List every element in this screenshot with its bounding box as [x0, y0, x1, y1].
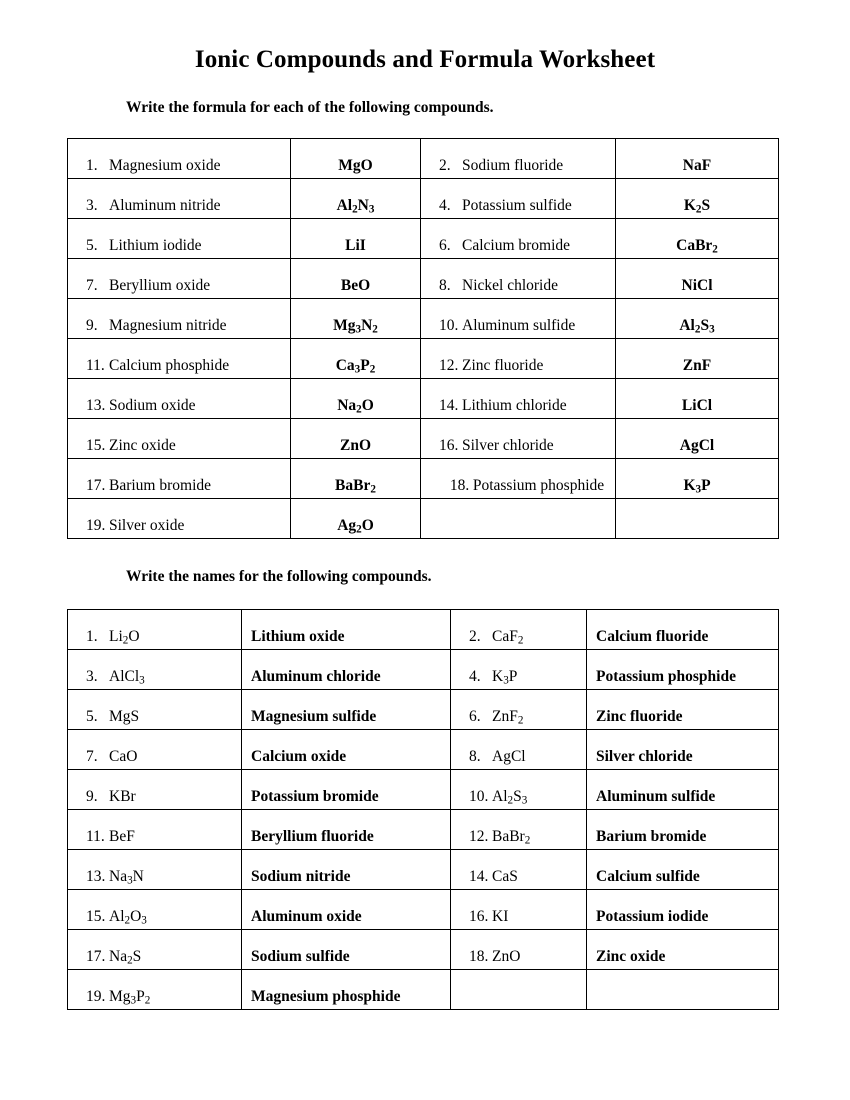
formula-answer-cell[interactable]	[291, 179, 421, 219]
compound-name-answer-cell[interactable]	[242, 770, 451, 810]
compound-name-answer-cell[interactable]	[242, 970, 451, 1010]
formula-answer-cell[interactable]	[616, 179, 779, 219]
formula-answer: ZnF	[682, 356, 712, 374]
formula-prompt	[68, 948, 241, 966]
compound-name-prompt-cell	[421, 379, 616, 419]
formula-text: $Al_2S_3$	[492, 787, 528, 807]
page-title: Ionic Compounds and Formula Worksheet	[194, 46, 656, 73]
formula-prompt-cell	[68, 810, 242, 850]
compound-name-prompt-cell	[421, 459, 616, 499]
compound-name-answer: Potassium iodide	[596, 907, 709, 925]
compound-name-answer: Aluminum sulfide	[596, 787, 716, 805]
formula-prompt	[68, 748, 241, 766]
table-row	[68, 179, 779, 219]
formula-text: KBr	[109, 787, 136, 805]
formula-answer-cell[interactable]	[291, 139, 421, 179]
formula-text: MgS	[109, 707, 140, 725]
item-number: 5.	[86, 707, 98, 725]
compound-name-answer-cell[interactable]	[242, 930, 451, 970]
formula-answer-cell[interactable]	[616, 459, 779, 499]
compound-name-answer: Zinc fluoride	[596, 707, 683, 725]
formula-prompt	[68, 788, 241, 806]
compound-name-prompt-cell	[68, 379, 291, 419]
table-row	[68, 339, 779, 379]
compound-name-prompt-cell	[421, 339, 616, 379]
formula-prompt	[451, 628, 586, 646]
compound-name-prompt-cell	[68, 499, 291, 539]
formula-answer: NiCl	[681, 276, 713, 294]
item-number: 13.	[86, 867, 106, 885]
compound-name-prompt: 1. Magnesium oxide	[86, 156, 221, 174]
formula-prompt	[68, 708, 241, 726]
formula-answer-cell[interactable]	[291, 339, 421, 379]
compound-name-answer-cell[interactable]	[587, 850, 779, 890]
item-number: 16.	[469, 907, 489, 925]
item-number: 9.	[86, 316, 98, 334]
compound-name-prompt: 5. Lithium iodide	[86, 236, 202, 254]
formula-prompt	[68, 908, 241, 926]
item-number: 14.	[439, 396, 459, 414]
formula-answer-cell[interactable]	[291, 299, 421, 339]
compound-name-prompt-cell	[421, 179, 616, 219]
formula-prompt	[451, 668, 586, 686]
formula-prompt-cell	[451, 770, 587, 810]
item-number: 3.	[86, 196, 98, 214]
formula-prompt-cell	[68, 970, 242, 1010]
formula-answer-cell[interactable]	[616, 339, 779, 379]
names-table	[67, 609, 779, 1010]
compound-name-answer: Beryllium fluoride	[251, 827, 374, 845]
item-number: 1.	[86, 627, 98, 645]
table-row	[68, 419, 779, 459]
formula-answer-cell[interactable]	[616, 259, 779, 299]
compound-name-prompt: 9. Magnesium nitride	[86, 316, 227, 334]
table-row	[68, 219, 779, 259]
compound-name-answer: Barium bromide	[596, 827, 707, 845]
empty-cell	[451, 970, 587, 1010]
compound-name-prompt: 7. Beryllium oxide	[86, 276, 211, 294]
formula-prompt-cell	[68, 610, 242, 650]
formula-answer-cell[interactable]	[616, 419, 779, 459]
formula-prompt	[451, 908, 586, 926]
item-number: 7.	[86, 747, 98, 765]
empty-cell	[587, 970, 779, 1010]
formula-answer: $Al_2N_3$	[336, 196, 375, 216]
item-number: 7.	[86, 276, 98, 294]
compound-name-answer: Potassium bromide	[251, 787, 379, 805]
compound-name-prompt: 3. Aluminum nitride	[86, 196, 221, 214]
item-number: 1.	[86, 156, 98, 174]
item-number: 8.	[439, 276, 451, 294]
table-row	[68, 690, 779, 730]
item-number: 11.	[86, 356, 105, 374]
item-number: 17.	[86, 947, 106, 965]
formula-answer-cell[interactable]	[616, 219, 779, 259]
compound-name-prompt-cell	[421, 219, 616, 259]
formula-prompt	[451, 748, 586, 766]
table-row	[68, 610, 779, 650]
item-number: 14.	[469, 867, 489, 885]
formula-prompt	[68, 868, 241, 886]
item-number: 13.	[86, 396, 106, 414]
formula-prompt-cell	[451, 890, 587, 930]
formula-prompt-cell	[68, 770, 242, 810]
item-number: 2.	[439, 156, 451, 174]
formula-answer: BaBr$_2$	[335, 476, 376, 496]
formula-answer-cell[interactable]	[291, 459, 421, 499]
item-number: 18.	[469, 947, 489, 965]
formula-prompt-cell	[68, 650, 242, 690]
item-number: 12.	[469, 827, 489, 845]
compound-name-answer: Calcium oxide	[251, 747, 347, 765]
item-number: 5.	[86, 236, 98, 254]
item-number: 4.	[439, 196, 451, 214]
compound-name-answer-cell[interactable]	[242, 890, 451, 930]
formula-prompt-cell	[68, 930, 242, 970]
compound-name-answer-cell[interactable]	[587, 730, 779, 770]
formula-prompt-cell	[68, 690, 242, 730]
formula-answer-cell[interactable]	[616, 379, 779, 419]
compound-name-prompt: 11. Calcium phosphide	[86, 356, 230, 374]
formula-text: $Na_3N$	[109, 867, 144, 887]
item-number: 18.	[449, 476, 470, 494]
formula-answer: $Ca_3P_2$	[335, 356, 376, 376]
formula-text: ZnO	[492, 947, 521, 965]
formula-prompt-cell	[451, 930, 587, 970]
table-row	[68, 299, 779, 339]
formula-text: ZnF$_2$	[492, 707, 524, 727]
compound-name-prompt: 17. Barium bromide	[86, 476, 212, 494]
formula-prompt	[68, 628, 241, 646]
names-table-body	[68, 610, 779, 1010]
item-number: 15.	[86, 907, 106, 925]
formula-answer: $Mg_3N_2$	[333, 316, 378, 336]
item-number: 2.	[469, 627, 481, 645]
formula-text: AgCl	[492, 747, 526, 765]
compound-name-prompt: 15. Zinc oxide	[86, 436, 176, 454]
formula-prompt-cell	[451, 690, 587, 730]
formula-prompt-cell	[451, 810, 587, 850]
formula-answer: $Al_2S_3$	[679, 316, 715, 336]
compound-name-answer-cell[interactable]	[242, 850, 451, 890]
formula-text: AlCl$_3$	[109, 667, 145, 687]
item-number: 10.	[439, 316, 459, 334]
formula-answer: $Na_2O$	[337, 396, 374, 416]
compound-name-answer-cell[interactable]	[242, 650, 451, 690]
formula-text: $K_3P$	[492, 667, 518, 687]
compound-name-prompt-cell	[421, 139, 616, 179]
compound-name-answer: Silver chloride	[596, 747, 693, 765]
compound-name-prompt: 12. Zinc fluoride	[439, 356, 544, 374]
formula-answer-cell[interactable]	[291, 419, 421, 459]
table-row	[68, 970, 779, 1010]
formula-prompt	[68, 828, 241, 846]
formula-answer: $K_2S$	[683, 196, 711, 216]
compound-name-prompt-cell	[421, 259, 616, 299]
compound-name-answer-cell[interactable]	[587, 690, 779, 730]
formula-prompt-cell	[451, 610, 587, 650]
compound-name-answer: Sodium sulfide	[251, 947, 350, 965]
formula-prompt-cell	[451, 650, 587, 690]
compound-name-answer: Zinc oxide	[596, 947, 666, 965]
formula-prompt	[451, 948, 586, 966]
formula-text: CaO	[109, 747, 138, 765]
item-number: 16.	[439, 436, 459, 454]
table-row	[68, 770, 779, 810]
formula-text: $Al_2O_3$	[109, 907, 147, 927]
formulas-table	[67, 138, 779, 539]
formula-answer-cell[interactable]	[291, 259, 421, 299]
formula-answer: $Ag_2O$	[337, 516, 374, 536]
compound-name-prompt: 8. Nickel chloride	[439, 276, 558, 294]
compound-name-prompt-cell	[68, 419, 291, 459]
formula-prompt-cell	[68, 850, 242, 890]
empty-cell	[616, 499, 779, 539]
compound-name-answer: Aluminum oxide	[251, 907, 362, 925]
compound-name-prompt: 16. Silver chloride	[439, 436, 554, 454]
compound-name-prompt: 4. Potassium sulfide	[439, 196, 572, 214]
table-row	[68, 730, 779, 770]
compound-name-answer-cell[interactable]	[587, 610, 779, 650]
compound-name-prompt: 2. Sodium fluoride	[439, 156, 564, 174]
formula-answer-cell[interactable]	[291, 219, 421, 259]
table-row	[68, 139, 779, 179]
table-row	[68, 930, 779, 970]
table-row	[68, 459, 779, 499]
item-number: 6.	[439, 236, 451, 254]
empty-cell	[421, 499, 616, 539]
table-row	[68, 259, 779, 299]
compound-name-prompt: 14. Lithium chloride	[439, 396, 567, 414]
formula-text: KI	[492, 907, 509, 925]
item-number: 10.	[469, 787, 489, 805]
compound-name-prompt-cell	[421, 299, 616, 339]
compound-name-answer-cell[interactable]	[242, 690, 451, 730]
table-row	[68, 850, 779, 890]
formula-text: $Li_2O$	[109, 627, 140, 647]
compound-name-answer-cell[interactable]	[587, 650, 779, 690]
section-heading-formulas: Write the formula for each of the following compounds.	[126, 99, 494, 116]
item-number: 17.	[86, 476, 106, 494]
item-number: 15.	[86, 436, 106, 454]
section-heading-names: Write the names for the following compounds.	[126, 568, 432, 585]
table-row	[68, 379, 779, 419]
formula-prompt	[451, 708, 586, 726]
compound-name-prompt-cell	[68, 139, 291, 179]
compound-name-answer-cell[interactable]	[242, 610, 451, 650]
compound-name-answer: Calcium sulfide	[596, 867, 700, 885]
compound-name-answer: Sodium nitride	[251, 867, 351, 885]
item-number: 9.	[86, 787, 98, 805]
formula-prompt	[451, 868, 586, 886]
compound-name-prompt: 10. Aluminum sulfide	[439, 316, 576, 334]
formula-answer: LiCl	[681, 396, 713, 414]
compound-name-answer: Magnesium sulfide	[251, 707, 377, 725]
compound-name-answer-cell[interactable]	[587, 890, 779, 930]
formula-answer: CaBr$_2$	[676, 236, 718, 256]
formula-prompt-cell	[68, 730, 242, 770]
formula-answer-cell[interactable]	[616, 139, 779, 179]
table-row	[68, 650, 779, 690]
compound-name-answer: Magnesium phosphide	[251, 987, 401, 1005]
compound-name-prompt-cell	[68, 339, 291, 379]
formula-prompt	[451, 828, 586, 846]
item-number: 3.	[86, 667, 98, 685]
compound-name-answer: Calcium fluoride	[596, 627, 709, 645]
table-row	[68, 810, 779, 850]
formula-text: CaS	[492, 867, 518, 885]
compound-name-answer-cell[interactable]	[587, 930, 779, 970]
compound-name-answer: Aluminum chloride	[251, 667, 381, 685]
compound-name-prompt-cell	[68, 179, 291, 219]
compound-name-prompt-cell	[68, 299, 291, 339]
item-number: 8.	[469, 747, 481, 765]
compound-name-prompt-cell	[421, 419, 616, 459]
formula-prompt-cell	[451, 730, 587, 770]
compound-name-prompt: 6. Calcium bromide	[439, 236, 571, 254]
compound-name-prompt: 13. Sodium oxide	[86, 396, 196, 414]
formula-text: $Mg_3P_2$	[109, 987, 151, 1007]
formula-prompt	[451, 788, 586, 806]
formula-answer: ZnO	[339, 436, 371, 454]
formula-prompt-cell	[68, 890, 242, 930]
compound-name-prompt: 18. Potassium phosphide	[449, 476, 605, 494]
formula-text: BeF	[109, 827, 135, 845]
item-number: 19.	[86, 987, 106, 1005]
formula-answer: MgO	[338, 156, 373, 174]
compound-name-answer: Lithium oxide	[251, 627, 345, 645]
item-number: 12.	[439, 356, 459, 374]
formula-text: BaBr$_2$	[492, 827, 531, 847]
formulas-table-body	[68, 139, 779, 539]
formula-answer: LiI	[345, 236, 366, 254]
compound-name-answer-cell[interactable]	[242, 810, 451, 850]
formula-prompt	[68, 988, 241, 1006]
compound-name-answer-cell[interactable]	[242, 730, 451, 770]
compound-name-answer-cell[interactable]	[587, 770, 779, 810]
compound-name-prompt-cell	[68, 459, 291, 499]
formula-text: $Na_2S$	[109, 947, 142, 967]
formula-answer: NaF	[682, 156, 712, 174]
formula-answer-cell[interactable]	[291, 499, 421, 539]
compound-name-answer-cell[interactable]	[587, 810, 779, 850]
item-number: 19.	[86, 516, 106, 534]
formula-prompt	[68, 668, 241, 686]
formula-text: CaF$_2$	[492, 627, 524, 647]
formula-answer: $K_3P$	[683, 476, 711, 496]
table-row	[68, 499, 779, 539]
compound-name-prompt-cell	[68, 219, 291, 259]
table-row	[68, 890, 779, 930]
compound-name-prompt-cell	[68, 259, 291, 299]
formula-answer-cell[interactable]	[291, 379, 421, 419]
formula-answer: BeO	[340, 276, 371, 294]
compound-name-prompt: 19. Silver oxide	[86, 516, 185, 534]
formula-answer: AgCl	[679, 436, 715, 454]
formula-prompt-cell	[451, 850, 587, 890]
compound-name-answer: Potassium phosphide	[596, 667, 736, 685]
formula-answer-cell[interactable]	[616, 299, 779, 339]
item-number: 4.	[469, 667, 481, 685]
item-number: 6.	[469, 707, 481, 725]
item-number: 11.	[86, 827, 105, 845]
